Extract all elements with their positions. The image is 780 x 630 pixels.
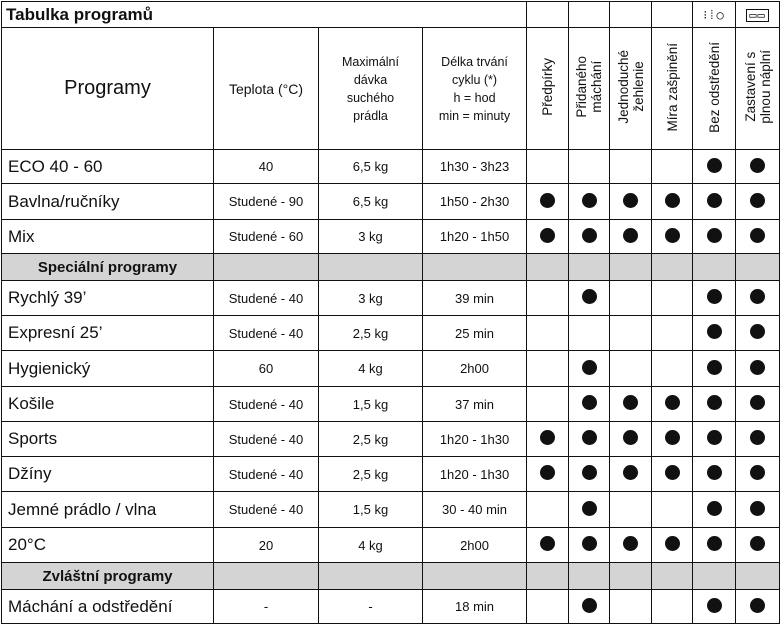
option-cell-soiling <box>652 220 693 254</box>
option-cell-prewash <box>527 457 569 492</box>
program-temperature: Studené - 40 <box>214 457 319 492</box>
header-no-spin <box>693 28 736 150</box>
option-cell-soiling <box>652 316 693 351</box>
available-dot-icon <box>665 465 680 480</box>
section-empty-cell <box>527 254 569 281</box>
option-cell-prewash <box>527 528 569 563</box>
header-no-spin-label: Bez odstředění <box>706 41 722 133</box>
section-empty-cell <box>423 563 527 590</box>
program-temperature: Studené - 40 <box>214 387 319 422</box>
option-cell-no-spin <box>693 316 736 351</box>
program-duration: 1h50 - 2h30 <box>423 184 527 220</box>
option-cell-extra-rinse <box>569 220 610 254</box>
program-temperature: Studené - 40 <box>214 492 319 528</box>
program-max-load: 4 kg <box>319 351 423 387</box>
available-dot-icon <box>707 228 722 243</box>
header-soiling-label: Míra zašpinění <box>664 42 680 132</box>
program-duration: 2h00 <box>423 528 527 563</box>
program-temperature: 20 <box>214 528 319 563</box>
table-row <box>2 351 780 387</box>
available-dot-icon <box>750 501 765 516</box>
section-row <box>2 254 780 281</box>
option-cell-easy-iron <box>610 281 652 316</box>
program-name: Sports <box>2 422 214 457</box>
program-max-load: 3 kg <box>319 281 423 316</box>
available-dot-icon <box>582 228 597 243</box>
option-cell-no-spin <box>693 351 736 387</box>
table-row <box>2 184 780 220</box>
program-name: Máchání a odstředění <box>2 590 214 624</box>
option-cell-extra-rinse <box>569 492 610 528</box>
available-dot-icon <box>750 360 765 375</box>
program-table <box>1 1 780 624</box>
available-dot-icon <box>750 228 765 243</box>
option-cell-prewash <box>527 422 569 457</box>
option-cell-prewash <box>527 590 569 624</box>
option-cell-easy-iron <box>610 457 652 492</box>
program-name: 20°C <box>2 528 214 563</box>
option-cell-no-spin <box>693 387 736 422</box>
section-empty-cell <box>569 563 610 590</box>
program-duration: 1h20 - 1h30 <box>423 422 527 457</box>
empty-cell <box>527 2 569 28</box>
section-empty-cell <box>527 563 569 590</box>
header-extra-rinse <box>569 28 610 150</box>
option-cell-prewash <box>527 220 569 254</box>
available-dot-icon <box>750 430 765 445</box>
program-max-load: 2,5 kg <box>319 422 423 457</box>
available-dot-icon <box>707 598 722 613</box>
available-dot-icon <box>623 465 638 480</box>
option-cell-no-spin <box>693 528 736 563</box>
header-prewash-label: Předpírky <box>540 58 556 116</box>
program-max-load: 2,5 kg <box>319 316 423 351</box>
empty-cell <box>652 2 693 28</box>
available-dot-icon <box>582 430 597 445</box>
program-max-load: 4 kg <box>319 528 423 563</box>
option-cell-prewash <box>527 351 569 387</box>
available-dot-icon <box>750 465 765 480</box>
available-dot-icon <box>582 289 597 304</box>
table-title: Tabulka programů <box>2 2 527 28</box>
available-dot-icon <box>623 536 638 551</box>
option-cell-full-load-stop <box>736 528 780 563</box>
option-cell-full-load-stop <box>736 281 780 316</box>
available-dot-icon <box>540 430 555 445</box>
option-cell-full-load-stop <box>736 351 780 387</box>
available-dot-icon <box>623 193 638 208</box>
program-temperature: Studené - 40 <box>214 281 319 316</box>
option-cell-full-load-stop <box>736 150 780 184</box>
option-cell-soiling <box>652 528 693 563</box>
program-max-load: 6,5 kg <box>319 150 423 184</box>
section-label: Speciální programy <box>2 254 214 281</box>
available-dot-icon <box>750 324 765 339</box>
available-dot-icon <box>707 430 722 445</box>
option-cell-no-spin <box>693 422 736 457</box>
available-dot-icon <box>750 536 765 551</box>
available-dot-icon <box>707 289 722 304</box>
program-max-load: - <box>319 590 423 624</box>
option-cell-no-spin <box>693 492 736 528</box>
table-row <box>2 492 780 528</box>
program-max-load: 3 kg <box>319 220 423 254</box>
program-temperature: Studené - 60 <box>214 220 319 254</box>
program-duration: 1h30 - 3h23 <box>423 150 527 184</box>
available-dot-icon <box>707 324 722 339</box>
program-name: Džíny <box>2 457 214 492</box>
option-cell-extra-rinse <box>569 528 610 563</box>
option-cell-easy-iron <box>610 387 652 422</box>
program-temperature: 60 <box>214 351 319 387</box>
option-cell-no-spin <box>693 150 736 184</box>
option-cell-extra-rinse <box>569 281 610 316</box>
available-dot-icon <box>582 598 597 613</box>
option-cell-extra-rinse <box>569 316 610 351</box>
available-dot-icon <box>665 395 680 410</box>
available-dot-icon <box>582 536 597 551</box>
available-dot-icon <box>582 193 597 208</box>
header-full-load-stop-label: Zastavení s plnou náplní <box>742 50 773 124</box>
program-name: Rychlý 39’ <box>2 281 214 316</box>
header-prewash <box>527 28 569 150</box>
available-dot-icon <box>707 465 722 480</box>
program-duration: 30 - 40 min <box>423 492 527 528</box>
program-max-load: 1,5 kg <box>319 492 423 528</box>
section-row <box>2 563 780 590</box>
option-cell-no-spin <box>693 457 736 492</box>
option-cell-extra-rinse <box>569 150 610 184</box>
header-soiling <box>652 28 693 150</box>
option-cell-easy-iron <box>610 590 652 624</box>
empty-cell <box>569 2 610 28</box>
available-dot-icon <box>582 501 597 516</box>
program-duration: 1h20 - 1h30 <box>423 457 527 492</box>
available-dot-icon <box>665 430 680 445</box>
available-dot-icon <box>582 395 597 410</box>
program-name: Jemné prádlo / vlna <box>2 492 214 528</box>
available-dot-icon <box>750 193 765 208</box>
program-temperature: - <box>214 590 319 624</box>
option-cell-easy-iron <box>610 528 652 563</box>
section-empty-cell <box>319 563 423 590</box>
option-cell-extra-rinse <box>569 351 610 387</box>
header-full-load-stop <box>736 28 780 150</box>
program-temperature: Studené - 40 <box>214 316 319 351</box>
option-cell-prewash <box>527 316 569 351</box>
option-cell-prewash <box>527 281 569 316</box>
available-dot-icon <box>707 158 722 173</box>
table-row <box>2 316 780 351</box>
full-load-icon: ▭▭ <box>736 2 780 28</box>
table-row <box>2 422 780 457</box>
header-easy-iron-label: Jednoduché žehlenie <box>615 50 646 124</box>
program-name: Bavlna/ručníky <box>2 184 214 220</box>
available-dot-icon <box>623 430 638 445</box>
option-cell-easy-iron <box>610 184 652 220</box>
option-cell-easy-iron <box>610 492 652 528</box>
option-cell-soiling <box>652 281 693 316</box>
option-cell-full-load-stop <box>736 590 780 624</box>
available-dot-icon <box>540 536 555 551</box>
table-row <box>2 590 780 624</box>
table-row <box>2 281 780 316</box>
table-row <box>2 387 780 422</box>
program-name: Expresní 25’ <box>2 316 214 351</box>
header-duration: Délka trvání cyklu (*) h = hod min = minuty <box>423 28 527 150</box>
available-dot-icon <box>707 193 722 208</box>
available-dot-icon <box>707 501 722 516</box>
program-duration: 39 min <box>423 281 527 316</box>
section-empty-cell <box>569 254 610 281</box>
option-cell-full-load-stop <box>736 316 780 351</box>
header-temperature: Teplota (°C) <box>214 28 319 150</box>
program-duration: 2h00 <box>423 351 527 387</box>
program-name: ECO 40 - 60 <box>2 150 214 184</box>
program-max-load: 2,5 kg <box>319 457 423 492</box>
option-cell-easy-iron <box>610 220 652 254</box>
section-empty-cell <box>423 254 527 281</box>
section-label: Zvláštní programy <box>2 563 214 590</box>
available-dot-icon <box>623 228 638 243</box>
option-cell-no-spin <box>693 590 736 624</box>
option-cell-extra-rinse <box>569 457 610 492</box>
available-dot-icon <box>665 228 680 243</box>
section-empty-cell <box>214 563 319 590</box>
section-empty-cell <box>693 563 736 590</box>
program-name: Hygienický <box>2 351 214 387</box>
option-cell-extra-rinse <box>569 590 610 624</box>
option-cell-extra-rinse <box>569 387 610 422</box>
option-cell-easy-iron <box>610 351 652 387</box>
option-cell-easy-iron <box>610 150 652 184</box>
program-max-load: 6,5 kg <box>319 184 423 220</box>
option-cell-extra-rinse <box>569 422 610 457</box>
option-cell-soiling <box>652 492 693 528</box>
option-cell-soiling <box>652 351 693 387</box>
available-dot-icon <box>665 536 680 551</box>
table-body <box>2 150 780 624</box>
option-cell-no-spin <box>693 184 736 220</box>
section-empty-cell <box>610 563 652 590</box>
available-dot-icon <box>540 465 555 480</box>
option-cell-soiling <box>652 457 693 492</box>
available-dot-icon <box>623 395 638 410</box>
program-name: Košile <box>2 387 214 422</box>
program-duration: 37 min <box>423 387 527 422</box>
section-empty-cell <box>319 254 423 281</box>
available-dot-icon <box>540 228 555 243</box>
option-cell-soiling <box>652 422 693 457</box>
program-temperature: Studené - 90 <box>214 184 319 220</box>
available-dot-icon <box>540 193 555 208</box>
option-cell-no-spin <box>693 281 736 316</box>
option-cell-prewash <box>527 387 569 422</box>
available-dot-icon <box>707 395 722 410</box>
section-empty-cell <box>652 563 693 590</box>
available-dot-icon <box>750 598 765 613</box>
program-temperature: 40 <box>214 150 319 184</box>
available-dot-icon <box>665 193 680 208</box>
available-dot-icon <box>707 536 722 551</box>
option-cell-extra-rinse <box>569 184 610 220</box>
option-cell-full-load-stop <box>736 492 780 528</box>
available-dot-icon <box>707 360 722 375</box>
program-duration: 1h20 - 1h50 <box>423 220 527 254</box>
table-row <box>2 150 780 184</box>
section-empty-cell <box>652 254 693 281</box>
option-cell-no-spin <box>693 220 736 254</box>
program-duration: 18 min <box>423 590 527 624</box>
option-cell-soiling <box>652 150 693 184</box>
option-cell-easy-iron <box>610 422 652 457</box>
option-cell-full-load-stop <box>736 422 780 457</box>
option-cell-full-load-stop <box>736 220 780 254</box>
header-easy-iron <box>610 28 652 150</box>
available-dot-icon <box>750 395 765 410</box>
option-cell-prewash <box>527 184 569 220</box>
table-row <box>2 220 780 254</box>
spin-icon: ⁝⁞○ <box>693 2 736 28</box>
available-dot-icon <box>750 289 765 304</box>
header-extra-rinse-label: Přidaného máchání <box>574 56 605 118</box>
section-empty-cell <box>736 254 780 281</box>
option-cell-prewash <box>527 150 569 184</box>
program-max-load: 1,5 kg <box>319 387 423 422</box>
program-duration: 25 min <box>423 316 527 351</box>
program-temperature: Studené - 40 <box>214 422 319 457</box>
section-empty-cell <box>610 254 652 281</box>
option-cell-soiling <box>652 184 693 220</box>
available-dot-icon <box>582 465 597 480</box>
option-cell-easy-iron <box>610 316 652 351</box>
option-cell-soiling <box>652 387 693 422</box>
header-programs: Programy <box>2 28 214 150</box>
section-empty-cell <box>693 254 736 281</box>
option-cell-full-load-stop <box>736 387 780 422</box>
header-max-load: Maximální dávka suchého prádla <box>319 28 423 150</box>
table-row <box>2 457 780 492</box>
section-empty-cell <box>736 563 780 590</box>
program-name: Mix <box>2 220 214 254</box>
option-cell-full-load-stop <box>736 457 780 492</box>
available-dot-icon <box>582 360 597 375</box>
option-cell-soiling <box>652 590 693 624</box>
option-cell-prewash <box>527 492 569 528</box>
section-empty-cell <box>214 254 319 281</box>
empty-cell <box>610 2 652 28</box>
option-cell-full-load-stop <box>736 184 780 220</box>
table-row <box>2 528 780 563</box>
available-dot-icon <box>750 158 765 173</box>
